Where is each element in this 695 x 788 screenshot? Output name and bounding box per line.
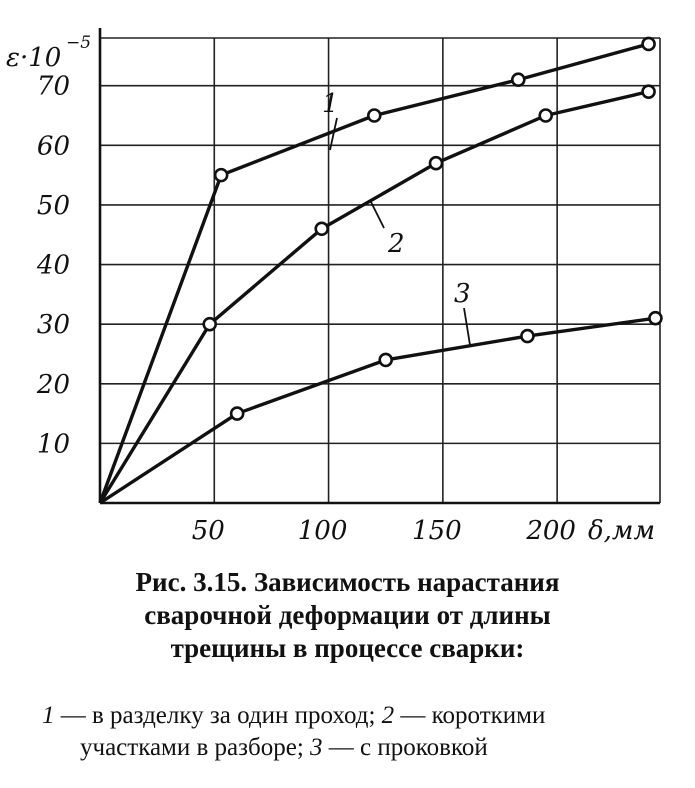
series-line-2 <box>100 92 649 503</box>
x-axis-label: δ,мм <box>588 516 656 546</box>
legend-num-1: 1 <box>42 702 55 729</box>
series-3-point-2 <box>380 354 392 366</box>
y-tick-label-10: 10 <box>36 429 70 460</box>
y-axis-label-exponent: −5 <box>66 33 92 53</box>
series-3-point-1 <box>231 408 243 420</box>
series-2-point-5 <box>643 86 655 98</box>
legend-text <box>42 700 682 764</box>
x-tick-label-200: 200 <box>526 516 576 546</box>
series-2-point-3 <box>430 157 442 169</box>
series-1-point-2 <box>368 110 380 122</box>
series-2-point-2 <box>316 223 328 235</box>
series-label-leader-3 <box>464 308 470 345</box>
legend-text-1: — в разделку за один проход; <box>54 702 382 729</box>
legend-text-2: — короткими <box>394 702 546 729</box>
series-2-point-4 <box>540 110 552 122</box>
series-3-point-3 <box>521 330 533 342</box>
legend-line-1 <box>42 700 682 732</box>
x-tick-label-50: 50 <box>191 516 225 546</box>
series-1-point-3 <box>512 74 524 86</box>
series-1-point-4 <box>643 38 655 50</box>
y-tick-label-20: 20 <box>36 369 70 400</box>
series-2-point-1 <box>204 318 216 330</box>
legend-text-3: участками в разборе; <box>80 734 311 761</box>
legend-line-2 <box>42 732 682 764</box>
legend-num-2: 2 <box>381 702 395 729</box>
x-tick-label-100: 100 <box>297 516 348 546</box>
caption-line-1: Рис. 3.15. Зависимость нарастания <box>135 567 560 597</box>
series-3-point-4 <box>649 312 661 324</box>
series-label-3: 3 <box>454 279 471 309</box>
series-label-1: 1 <box>322 89 339 119</box>
x-tick-label-150: 150 <box>412 516 462 546</box>
caption-line-3: трещины в процессе сварки: <box>170 633 525 663</box>
y-axis-label: ε·10 <box>6 43 62 73</box>
legend-num-3: 3 <box>310 734 323 761</box>
series-1-point-1 <box>215 169 227 181</box>
y-tick-label-30: 30 <box>36 310 70 341</box>
caption-line-2: сварочной деформации от длины <box>144 600 551 630</box>
series-label-2: 2 <box>388 229 405 259</box>
figure-caption <box>0 566 695 665</box>
y-tick-label-60: 60 <box>36 131 70 162</box>
y-tick-label-70: 70 <box>36 71 70 102</box>
series-line-3 <box>100 318 655 503</box>
legend-text-4: — с проковкой <box>322 734 488 761</box>
y-tick-label-40: 40 <box>36 250 70 281</box>
y-tick-label-50: 50 <box>36 190 70 221</box>
